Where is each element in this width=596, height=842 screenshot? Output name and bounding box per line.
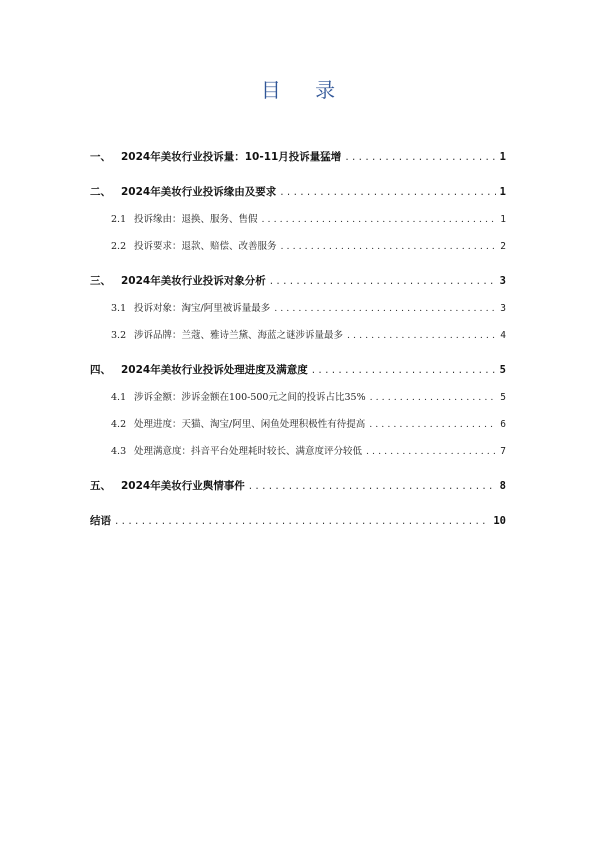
toc-entry-page: 7 <box>500 446 506 457</box>
toc-entry-label: 2024年美妆行业投诉缘由及要求 <box>121 186 277 198</box>
dot-leader <box>115 508 489 535</box>
table-of-contents <box>90 144 506 535</box>
toc-entry-label: 处理满意度：抖音平台处理耗时较长、满意度评分较低 <box>134 446 363 457</box>
dot-leader <box>262 206 497 233</box>
toc-entry-page: 1 <box>500 214 506 225</box>
toc-entry-number: 4.1 <box>111 392 127 403</box>
toc-entry-number: 五、 <box>90 480 111 492</box>
toc-subentry[interactable] <box>90 206 506 233</box>
toc-subentry[interactable] <box>90 322 506 349</box>
dot-leader <box>281 233 497 260</box>
toc-entry-label: 涉诉品牌：兰蔻、雅诗兰黛、海蓝之谜涉诉量最多 <box>134 330 344 341</box>
dot-leader <box>369 411 496 438</box>
toc-entry-label: 投诉要求：退款、赔偿、改善服务 <box>134 241 277 252</box>
toc-entry[interactable] <box>90 357 506 384</box>
dot-leader <box>270 268 496 295</box>
toc-entry[interactable] <box>90 473 506 500</box>
toc-entry-page: 1 <box>499 151 506 163</box>
toc-subentry[interactable] <box>90 233 506 260</box>
dot-leader <box>347 322 496 349</box>
dot-leader <box>312 357 496 384</box>
toc-entry-page: 8 <box>499 480 506 492</box>
toc-entry-label: 涉诉金额：涉诉金额在100-500元之间的投诉占比35% <box>134 392 366 403</box>
toc-subentry[interactable] <box>90 384 506 411</box>
toc-entry[interactable] <box>90 179 506 206</box>
toc-entry-page: 3 <box>499 275 506 287</box>
page-title: 目 录 <box>260 78 350 102</box>
toc-entry-page: 3 <box>500 303 506 314</box>
toc-entry[interactable] <box>90 144 506 171</box>
toc-entry-page: 6 <box>500 419 506 430</box>
toc-entry-number: 二、 <box>90 186 111 198</box>
toc-entry-number: 4.2 <box>111 419 127 430</box>
toc-entry-page: 2 <box>500 241 506 252</box>
toc-subentry[interactable] <box>90 295 506 322</box>
toc-entry-page: 10 <box>493 515 506 527</box>
toc-entry-page: 5 <box>499 364 506 376</box>
toc-entry-number: 三、 <box>90 275 111 287</box>
toc-subentry[interactable] <box>90 411 506 438</box>
toc-entry-number: 四、 <box>90 364 111 376</box>
dot-leader <box>274 295 496 322</box>
toc-entry-number: 3.2 <box>111 330 127 341</box>
toc-entry-page: 5 <box>500 392 506 403</box>
toc-subentry[interactable] <box>90 438 506 465</box>
toc-entry-label: 投诉缘由：退换、服务、售假 <box>134 214 258 225</box>
dot-leader <box>249 473 496 500</box>
toc-entry[interactable] <box>90 268 506 295</box>
toc-entry-number: 2.2 <box>111 241 127 252</box>
toc-entry-label: 2024年美妆行业舆情事件 <box>121 480 245 492</box>
toc-entry-number: 4.3 <box>111 446 127 457</box>
toc-entry-label: 结语 <box>90 515 111 527</box>
toc-entry-label: 2024年美妆行业投诉量：10-11月投诉量猛增 <box>121 151 342 163</box>
toc-entry-page: 1 <box>499 186 506 198</box>
toc-entry-label: 处理进度：天猫、淘宝/阿里、闲鱼处理积极性有待提高 <box>134 419 366 430</box>
toc-entry-number: 一、 <box>90 151 111 163</box>
toc-entry-conclusion[interactable] <box>90 508 506 535</box>
dot-leader <box>366 438 496 465</box>
toc-entry-label: 2024年美妆行业投诉对象分析 <box>121 275 266 287</box>
toc-entry-number: 2.1 <box>111 214 127 225</box>
toc-entry-label: 2024年美妆行业投诉处理进度及满意度 <box>121 364 308 376</box>
toc-entry-page: 4 <box>500 330 506 341</box>
dot-leader <box>345 144 495 171</box>
toc-entry-number: 3.1 <box>111 303 127 314</box>
toc-entry-label: 投诉对象：淘宝/阿里被诉量最多 <box>134 303 271 314</box>
dot-leader <box>370 384 497 411</box>
dot-leader <box>280 179 495 206</box>
